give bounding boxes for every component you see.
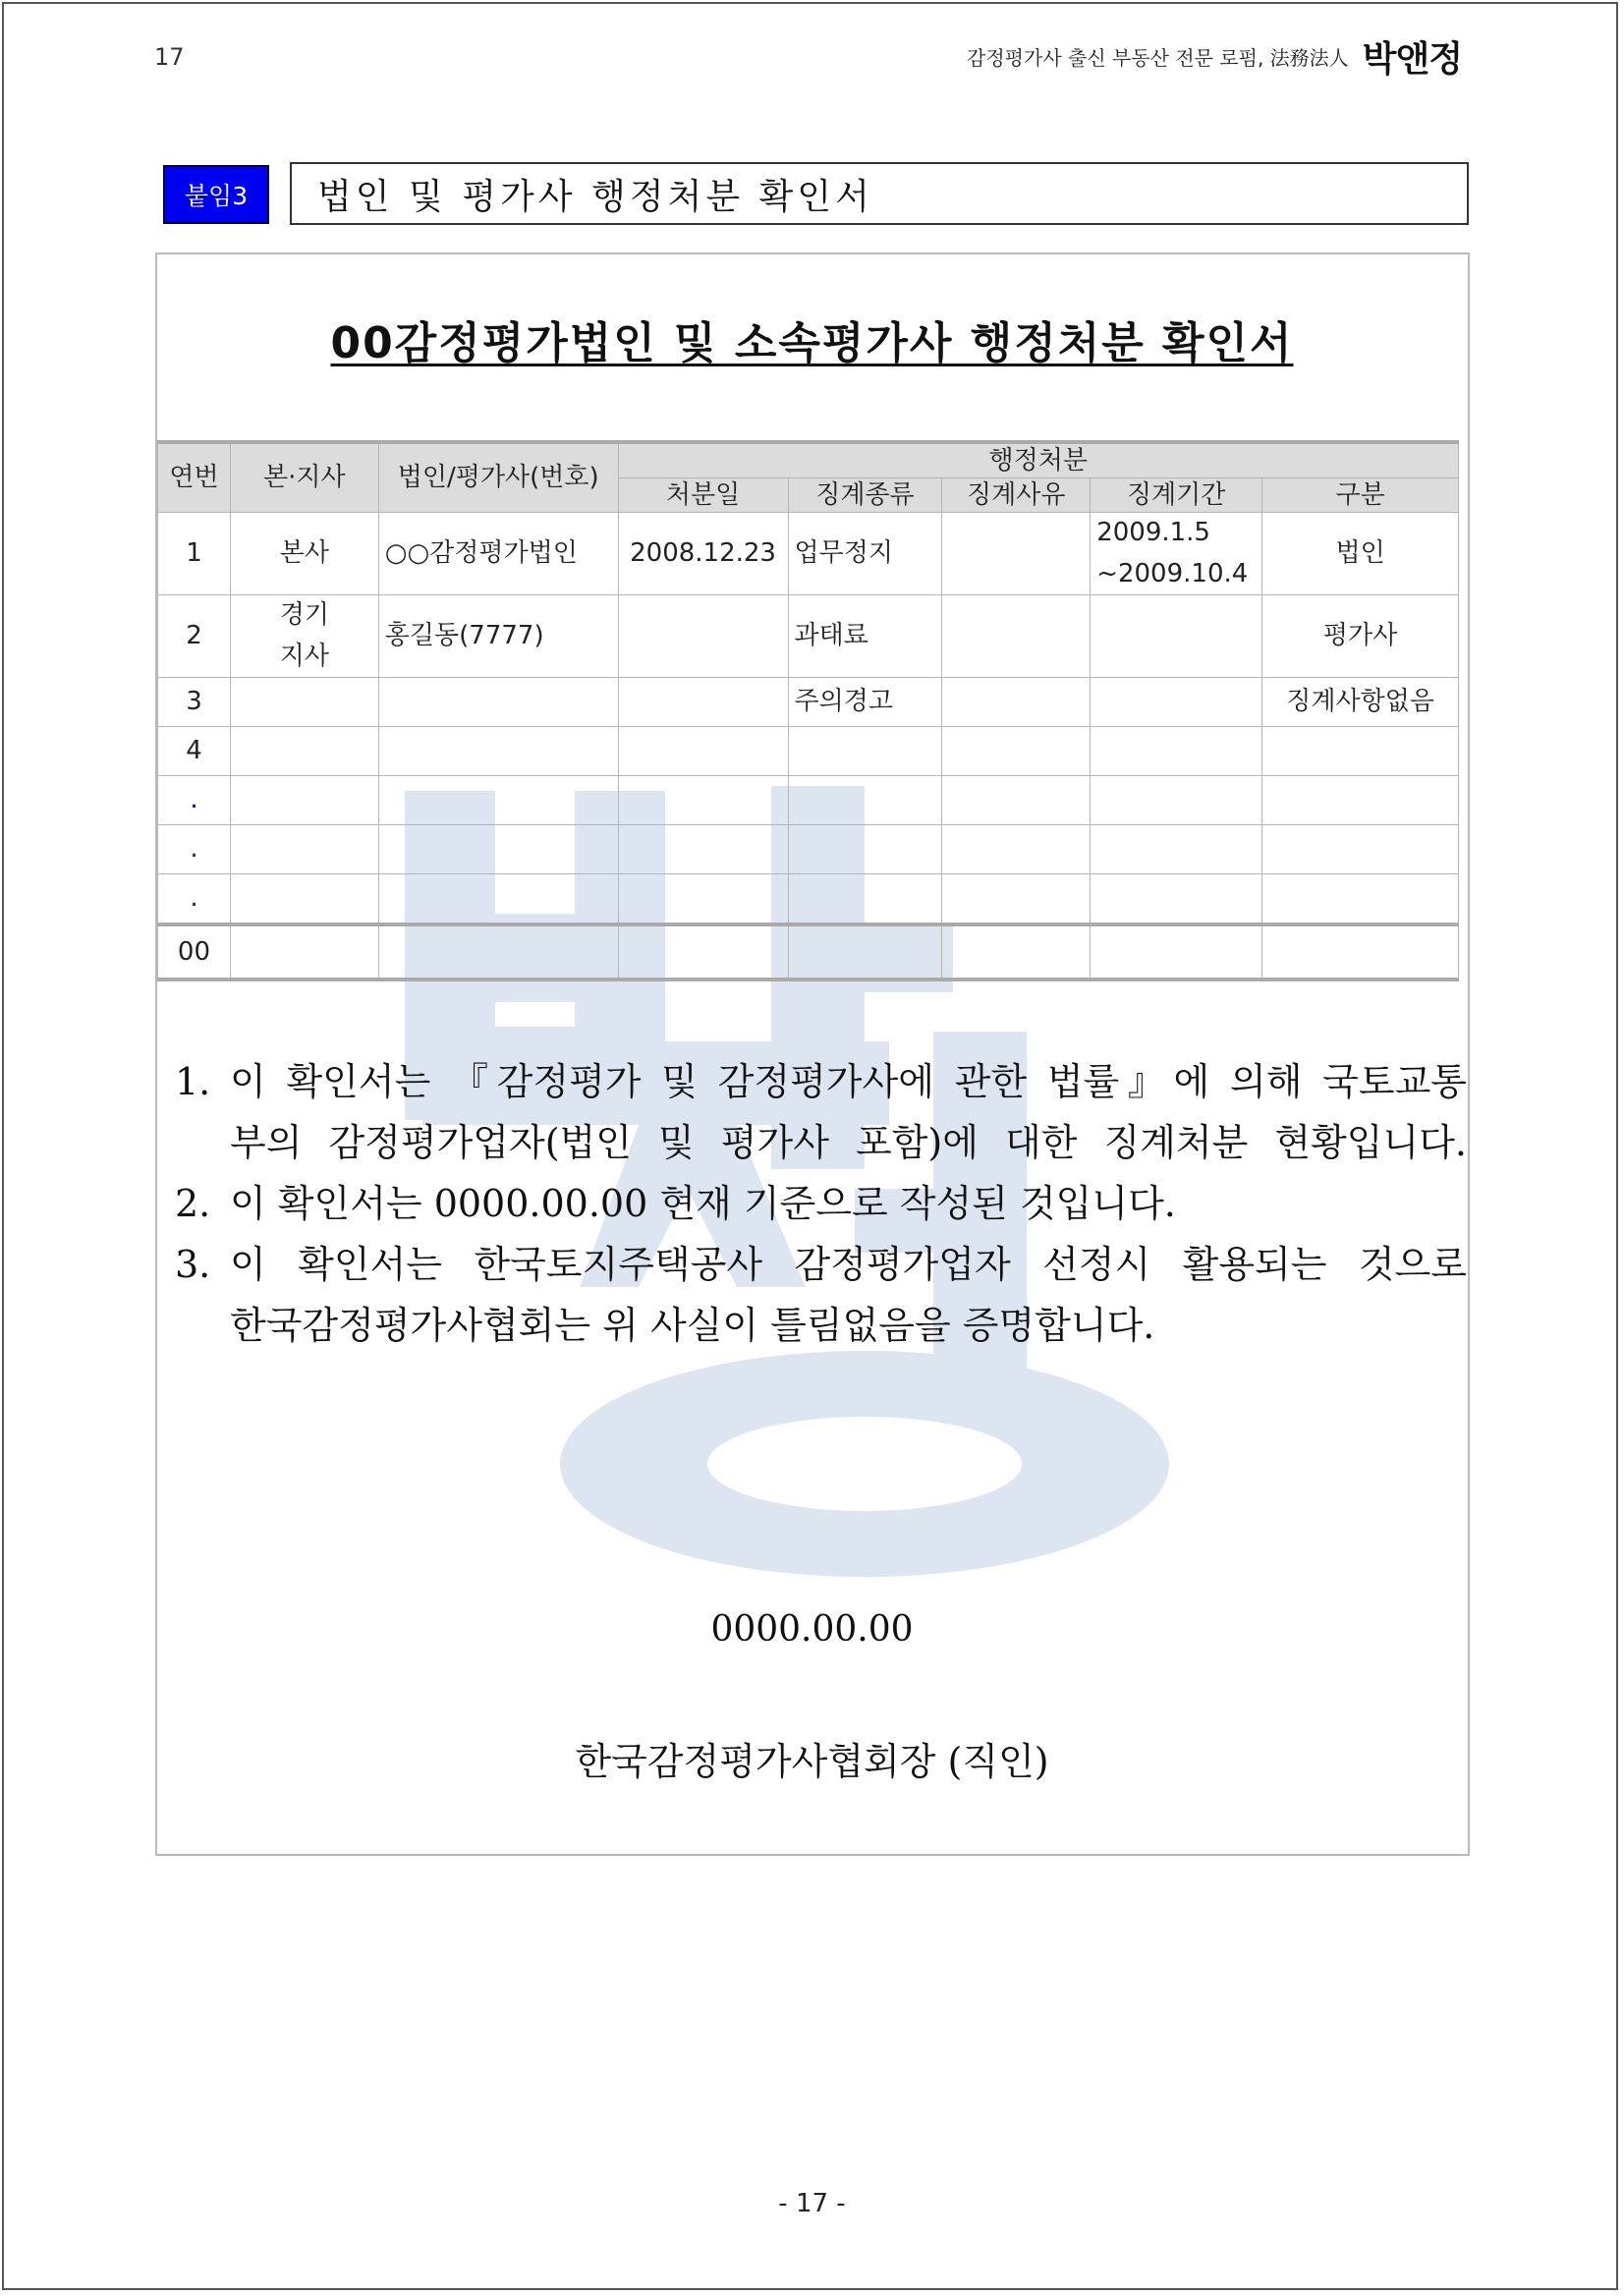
- cell-empty: [230, 727, 378, 776]
- cell-no: 4: [158, 727, 231, 776]
- cell-empty: [378, 924, 618, 980]
- note-item: [175, 1051, 1467, 1173]
- cell-empty: [1091, 924, 1262, 980]
- cell-empty: [788, 776, 942, 825]
- header-admin-action: 행정처분: [618, 442, 1458, 478]
- cell-empty: [942, 874, 1091, 925]
- cell-name: 홍길동(7777): [378, 595, 618, 678]
- cell-branch-line2: 지사: [279, 641, 329, 671]
- table-row: [158, 727, 1459, 776]
- cell-empty: [788, 924, 942, 980]
- cell-empty: [788, 825, 942, 874]
- header-name: 법인/평가사(번호): [378, 442, 618, 513]
- cell-empty: [618, 874, 788, 925]
- cell-branch: 본사: [230, 513, 378, 595]
- cell-name: [378, 678, 618, 727]
- cell-name: ○○감정평가법인: [378, 513, 618, 595]
- cell-period: [1091, 678, 1262, 727]
- table-row: [158, 825, 1459, 874]
- document-title: 00감정평가법인 및 소속평가사 행정처분 확인서: [330, 318, 1294, 368]
- header-no: 연번: [158, 442, 231, 513]
- header-brand-area: [967, 31, 1462, 82]
- cell-branch-line1: 경기: [279, 600, 329, 631]
- cell-empty: [1091, 825, 1262, 874]
- header-date: 처분일: [618, 478, 788, 513]
- cell-no: 2: [158, 595, 231, 678]
- cell-empty: [378, 874, 618, 925]
- notes-list: [175, 1051, 1467, 1356]
- cell-date: 2008.12.23: [618, 513, 788, 595]
- note-line: 이 확인서는 0000.00.00 현재 기준으로 작성된 것입니다.: [230, 1182, 1176, 1225]
- note-number: 1.: [175, 1060, 211, 1103]
- footer-page-number: - 17 -: [778, 2189, 846, 2218]
- cell-category: 평가사: [1262, 595, 1459, 678]
- section-title: 법인 및 평가사 행정처분 확인서: [290, 162, 1469, 225]
- cell-type: 주의경고: [788, 678, 942, 727]
- cell-empty: [1091, 874, 1262, 925]
- cell-empty: [230, 825, 378, 874]
- cell-empty: [378, 727, 618, 776]
- header-branch: 본·지사: [230, 442, 378, 513]
- cell-reason: [942, 513, 1091, 595]
- table-row: [158, 874, 1459, 925]
- cell-category: 징계사항없음: [1262, 678, 1459, 727]
- note-text: [230, 1051, 1467, 1173]
- cell-period: [1091, 513, 1262, 595]
- cell-empty: [788, 874, 942, 925]
- cell-no: 1: [158, 513, 231, 595]
- note-item: [175, 1234, 1467, 1356]
- cell-empty: [1262, 727, 1459, 776]
- cell-empty: [942, 924, 1091, 980]
- disciplinary-table: [157, 440, 1459, 981]
- cell-branch: [230, 595, 378, 678]
- header-page-number: 17: [154, 43, 185, 71]
- cell-no: .: [158, 776, 231, 825]
- cell-no: .: [158, 874, 231, 925]
- cell-empty: [1091, 727, 1262, 776]
- header-reason: 징계사유: [942, 478, 1091, 513]
- cell-empty: [942, 776, 1091, 825]
- note-line: 이 확인서는 『감정평가 및 감정평가사에 관한 법률』에 의해 국토교통: [230, 1060, 1467, 1103]
- cell-empty: [942, 825, 1091, 874]
- cell-date: [618, 595, 788, 678]
- cell-no: 3: [158, 678, 231, 727]
- cell-period: [1091, 595, 1262, 678]
- cell-category: 법인: [1262, 513, 1459, 595]
- cell-branch: [230, 678, 378, 727]
- cell-reason: [942, 595, 1091, 678]
- cell-empty: [230, 776, 378, 825]
- cell-empty: [788, 727, 942, 776]
- table-row: [158, 924, 1459, 980]
- cell-empty: [618, 924, 788, 980]
- cell-empty: [1262, 924, 1459, 980]
- header-category: 구분: [1262, 478, 1459, 513]
- cell-empty: [618, 825, 788, 874]
- header-period: 징계기간: [1091, 478, 1262, 513]
- table-row: [158, 513, 1459, 595]
- note-line: 이 확인서는 한국토지주택공사 감정평가업자 선정시 활용되는 것으로: [230, 1243, 1467, 1286]
- cell-empty: [618, 776, 788, 825]
- brand-logo: 박앤정: [1362, 39, 1462, 80]
- signer: 한국감정평가사협회장 (직인): [575, 1740, 1049, 1783]
- cell-empty: [942, 727, 1091, 776]
- issue-date: 0000.00.00: [710, 1609, 914, 1650]
- note-line: 한국감정평가사협회는 위 사실이 틀림없음을 증명합니다.: [230, 1304, 1155, 1347]
- cell-period-start: 2009.1.5: [1096, 518, 1210, 547]
- note-line: 부의 감정평가업자(법인 및 평가사 포함)에 대한 징계처분 현황입니다.: [230, 1121, 1467, 1164]
- cell-empty: [1262, 825, 1459, 874]
- note-text: [230, 1234, 1467, 1356]
- table-row: [158, 678, 1459, 727]
- cell-period-end: ~2009.10.4: [1096, 558, 1249, 588]
- cell-type: 과태료: [788, 595, 942, 678]
- cell-empty: [1262, 776, 1459, 825]
- header-tagline: 감정평가사 출신 부동산 전문 로펌, 法務法人: [967, 46, 1349, 70]
- note-number: 2.: [175, 1182, 211, 1225]
- cell-date: [618, 678, 788, 727]
- cell-empty: [230, 924, 378, 980]
- cell-empty: [1091, 776, 1262, 825]
- note-item: [175, 1173, 1467, 1234]
- cell-no: 00: [158, 924, 231, 980]
- cell-empty: [1262, 874, 1459, 925]
- cell-empty: [618, 727, 788, 776]
- cell-empty: [230, 874, 378, 925]
- header-type: 징계종류: [788, 478, 942, 513]
- attachment-badge: 붙임3: [163, 165, 269, 224]
- cell-empty: [378, 825, 618, 874]
- table-row: [158, 595, 1459, 678]
- note-number: 3.: [175, 1243, 211, 1286]
- cell-no: .: [158, 825, 231, 874]
- table-row: [158, 776, 1459, 825]
- cell-empty: [378, 776, 618, 825]
- cell-type: 업무정지: [788, 513, 942, 595]
- cell-reason: [942, 678, 1091, 727]
